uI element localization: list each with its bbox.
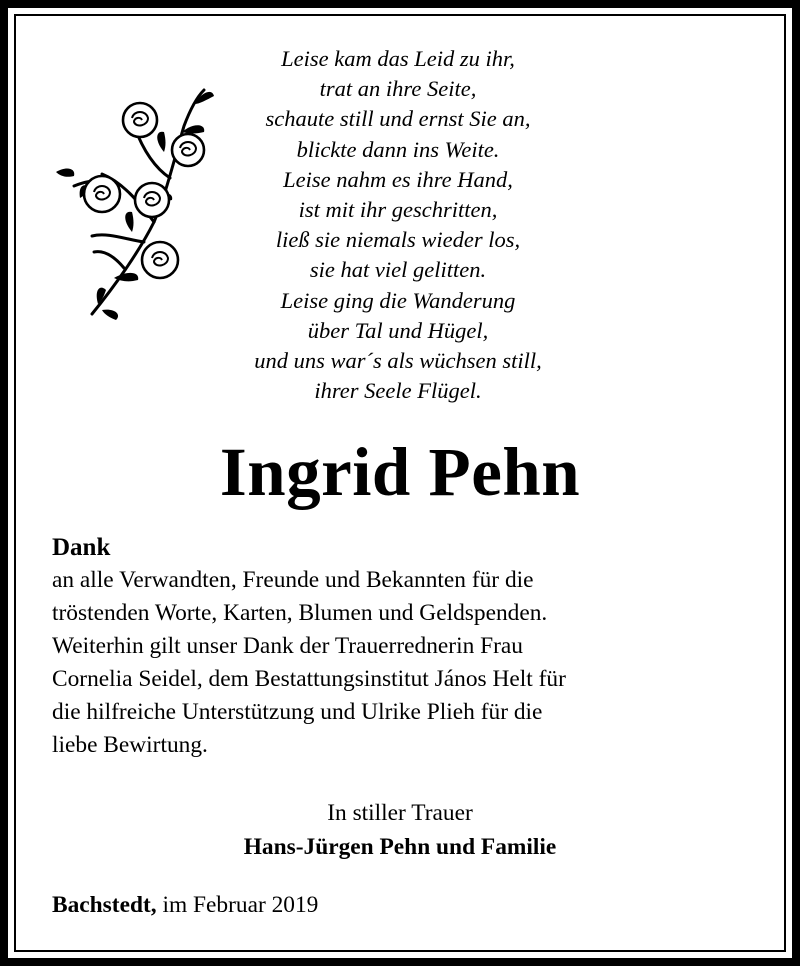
- poem-line: Leise ging die Wanderung: [280, 287, 516, 313]
- thanks-line: die hilfreiche Unterstützung und Ulrike Plieh für die: [52, 699, 543, 725]
- poem-line: sie hat viel gelitten.: [309, 257, 487, 283]
- date: im Februar 2019: [156, 892, 319, 918]
- poem-line: ist mit ihr geschritten,: [298, 197, 498, 223]
- poem-line: trat an ihre Seite,: [319, 76, 477, 102]
- roses-icon: [44, 82, 216, 330]
- closing: [0, 796, 800, 864]
- thanks-line: an alle Verwandten, Freunde und Bekannten für die: [52, 567, 534, 593]
- poem-line: über Tal und Hügel,: [307, 317, 489, 343]
- thanks-line: liebe Bewirtung.: [52, 732, 208, 758]
- thanks-heading: Dank: [52, 534, 111, 561]
- thanks-line: Cornelia Seidel, dem Bestattungsinstitut János Helt für: [52, 666, 566, 692]
- poem-line: Leise nahm es ihre Hand,: [283, 166, 513, 192]
- mourning-line: In stiller Trauer: [327, 800, 473, 826]
- deceased-name: Ingrid Pehn: [219, 434, 581, 510]
- place-date: [52, 888, 318, 922]
- thanks-text: [52, 564, 752, 762]
- poem-line: ließ sie niemals wieder los,: [275, 227, 521, 253]
- poem-line: ihrer Seele Flügel.: [314, 378, 482, 404]
- poem-line: blickte dann ins Weite.: [296, 136, 500, 162]
- poem-line: schaute still und ernst Sie an,: [265, 106, 531, 132]
- family-signature: Hans-Jürgen Pehn und Familie: [243, 834, 557, 860]
- thanks-line: tröstenden Worte, Karten, Blumen und Geldspenden.: [52, 600, 548, 626]
- poem-line: und uns war´s als wüchsen still,: [254, 348, 542, 374]
- place: Bachstedt,: [52, 892, 157, 918]
- poem-line: Leise kam das Leid zu ihr,: [281, 46, 515, 71]
- thanks-line: Weiterhin gilt unser Dank der Trauerrednerin Frau: [52, 633, 523, 659]
- poem: [198, 44, 598, 406]
